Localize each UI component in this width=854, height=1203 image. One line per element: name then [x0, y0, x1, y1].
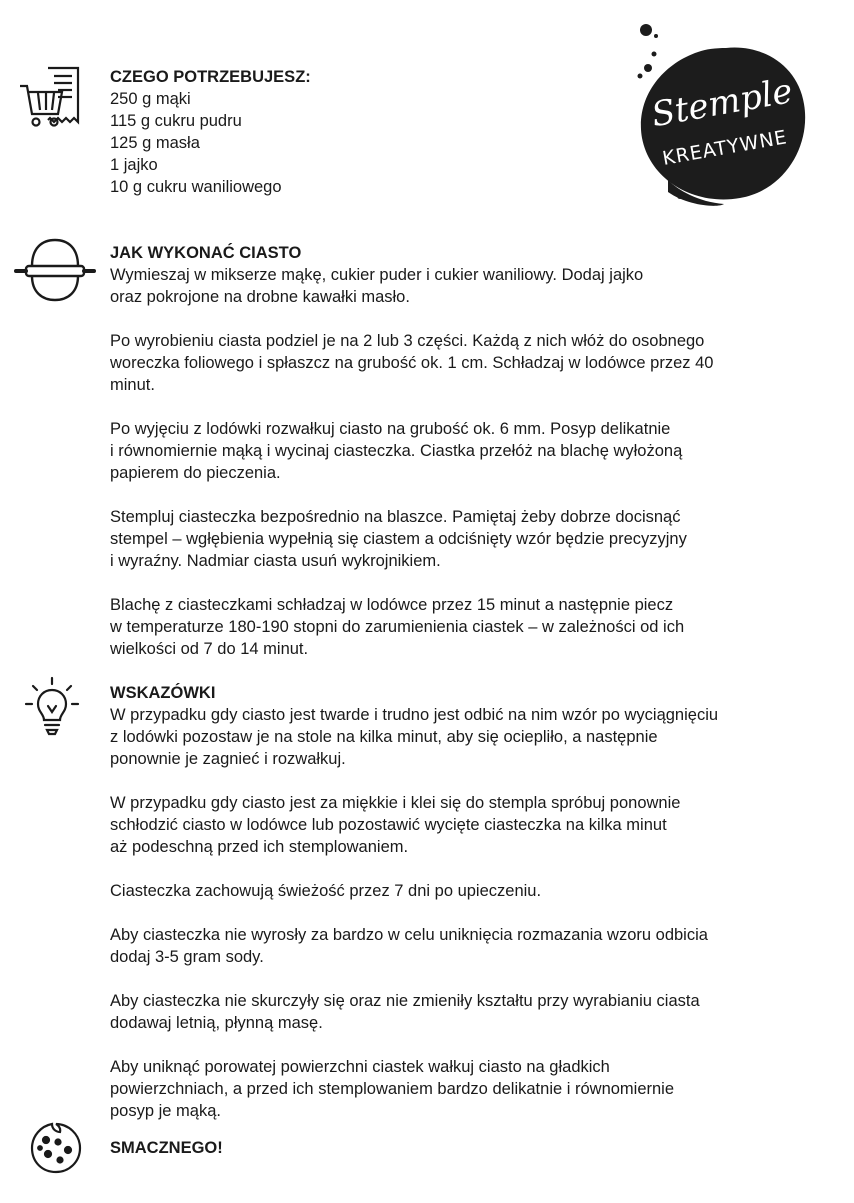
tips-paragraph: W przypadku gdy ciasto jest twarde i trudno jest odbić na nim wzór po wyciągnięciu z lodówki pozostaw je na stole na kilka minut, aby się ociepliło, a następnie ponownie je zagnieć i rozwałkuj. [110, 706, 719, 768]
tips-paragraph: W przypadku gdy ciasto jest za miękkie i klei się do stempla spróbuj ponownie schłodzić ciasto w lodówce lub pozostawić wycięte ciasteczka na kilka minut aż podeschną przed ich stemplowaniem. [110, 794, 681, 856]
shopping-cart-receipt-icon [18, 62, 82, 137]
method-heading: JAK WYKONAĆ CIASTO [110, 244, 302, 262]
list-item: 125 g masła [110, 134, 200, 152]
list-item: 1 jajko [110, 156, 158, 174]
tips-paragraph: Aby ciasteczka nie skurczyły się oraz nie zmieniły kształtu przy wyrabianiu ciasta dodawaj letnią, płynną masę. [110, 992, 700, 1032]
closing-section [110, 1137, 822, 1159]
list-item: 115 g cukru pudru [110, 112, 242, 130]
tips-paragraph: Ciasteczka zachowują świeżość przez 7 dni po upieczeniu. [110, 882, 542, 900]
closing-heading: SMACZNEGO! [110, 1139, 223, 1157]
ingredients-section [110, 66, 822, 198]
list-item: 250 g mąki [110, 90, 191, 108]
method-paragraph: Stempluj ciasteczka bezpośrednio na blaszce. Pamiętaj żeby dobrze docisnąć stempel – wgłębienia wypełnią się ciastem a odciśnięty wzór będzie precyzyjny i wyraźny. Nadmiar ciasta usuń wykrojnikiem. [110, 508, 687, 570]
tips-paragraph: Aby ciasteczka nie wyrosły za bardzo w celu uniknięcia rozmazania wzoru odbicia dodaj 3-5 gram sody. [110, 926, 708, 966]
method-paragraph: Wymieszaj w mikserze mąkę, cukier puder i cukier waniliowy. Dodaj jajko oraz pokrojone na drobne kawałki masło. [110, 266, 644, 306]
method-section [110, 242, 822, 660]
tips-paragraph: Aby uniknąć porowatej powierzchni ciastek wałkuj ciasto na gładkich powierzchniach, a przed ich stemplowaniem bardzo delikatnie i równomiernie posyp je mąką. [110, 1058, 675, 1120]
method-paragraph: Po wyjęciu z lodówki rozwałkuj ciasto na grubość ok. 6 mm. Posyp delikatnie i równomiernie mąką i wycinaj ciasteczka. Ciastka przełóż na blachę wyłożoną papierem do pieczenia. [110, 420, 683, 482]
lightbulb-icon [24, 676, 80, 743]
rolling-pin-dough-icon [12, 236, 98, 311]
method-paragraph: Blachę z ciasteczkami schładzaj w lodówce przez 15 minut a następnie piecz w temperaturze 180-190 stopni do zarumienienia ciastek – w zależności od ich wielkości od 7 do 14 minut. [110, 596, 685, 658]
tips-heading: WSKAZÓWKI [110, 684, 216, 702]
logo-caps-text: KREATYWNE [660, 126, 790, 170]
list-item: 10 g cukru waniliowego [110, 178, 282, 196]
logo-script-text: Stemple [648, 71, 796, 136]
method-paragraph: Po wyrobieniu ciasta podziel je na 2 lub 3 części. Każdą z nich włóż do osobnego woreczka foliowego i spłaszcz na grubość ok. 1 cm. Schładzaj w lodówce przez 40 minut. [110, 332, 714, 394]
ingredients-heading: CZEGO POTRZEBUJESZ: [110, 68, 311, 86]
tips-section [110, 682, 822, 1122]
cookie-icon [28, 1120, 84, 1181]
ingredients-list [110, 88, 822, 198]
